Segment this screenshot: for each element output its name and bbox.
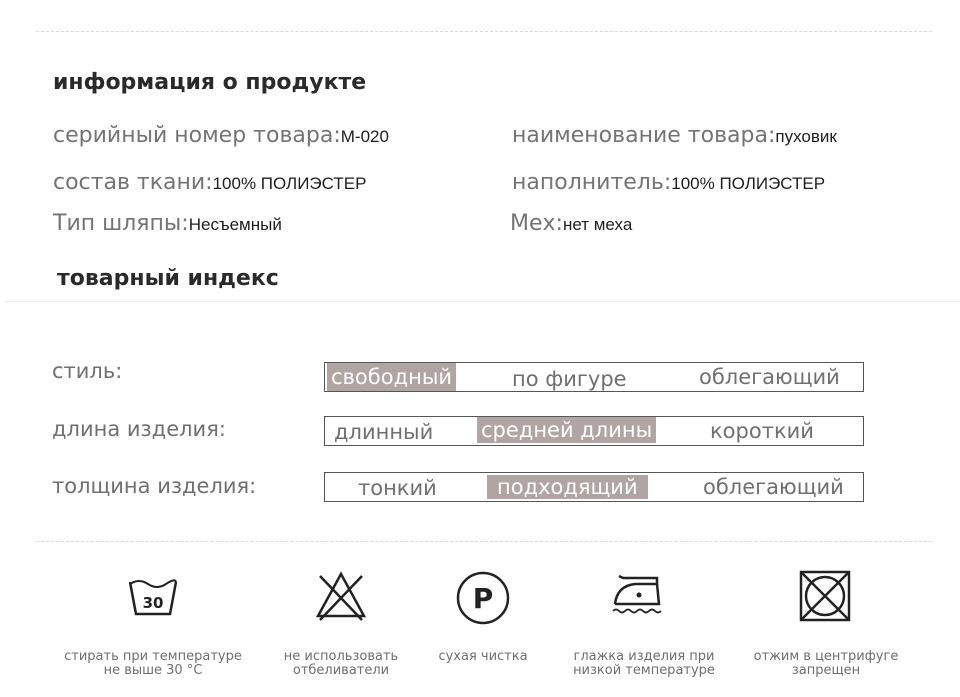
thickness-label: толщина изделия: <box>52 474 257 498</box>
fabric-label: состав ткани: <box>53 170 213 195</box>
care-text-bleach-line2: отбеливатели <box>292 663 390 678</box>
wash-30-icon <box>126 568 180 618</box>
care-text-iron-line2: низкой температуре <box>573 663 715 678</box>
style-scale <box>324 362 864 392</box>
hat-value: Несъемный <box>188 215 282 234</box>
length-scale <box>324 416 864 446</box>
style-option-fitted: по фигуре <box>512 367 627 391</box>
care-text-wash-line2: не выше 30 °C <box>103 663 203 678</box>
care-item-wash <box>63 568 243 618</box>
care-text-tumble-line1: отжим в центрифуге <box>753 649 899 664</box>
iron-low-icon <box>609 568 669 620</box>
dry-clean-letter: P <box>472 582 494 615</box>
info-row-fur <box>510 211 632 236</box>
care-divider <box>36 541 932 542</box>
care-item-iron <box>549 568 729 620</box>
product-name-value: пуховик <box>775 127 837 146</box>
length-label: длина изделия: <box>52 417 226 441</box>
style-option-loose: свободный <box>327 363 456 391</box>
care-text-iron <box>549 650 739 678</box>
wash-temp-text: 30 <box>142 594 164 612</box>
fur-value: нет меха <box>562 215 633 234</box>
care-text-wash-line1: стирать при температуре <box>64 649 242 664</box>
fabric-value: 100% ПОЛИЭСТЕР <box>212 174 367 193</box>
filler-label: наполнитель: <box>512 170 672 195</box>
fur-label: Мех: <box>510 211 563 236</box>
care-item-dryclean <box>393 568 573 626</box>
care-text-tumble-line2: запрещен <box>791 663 861 678</box>
thickness-option-thick: облегающий <box>703 475 844 499</box>
care-item-tumble <box>735 568 915 624</box>
care-text-tumble <box>731 650 921 678</box>
length-option-short: короткий <box>710 419 814 443</box>
thickness-scale <box>324 472 864 502</box>
no-bleach-icon <box>314 568 368 622</box>
care-text-iron-line1: глажка изделия при <box>573 649 715 664</box>
dry-clean-p-icon <box>454 568 512 626</box>
thickness-option-thin: тонкий <box>358 476 437 500</box>
top-divider <box>36 31 932 32</box>
care-text-bleach-line1: не использовать <box>283 649 399 664</box>
care-text-wash <box>58 650 248 678</box>
info-row-fabric <box>53 170 366 195</box>
length-option-long: длинный <box>334 420 434 444</box>
filler-value: 100% ПОЛИЭСТЕР <box>671 174 826 193</box>
info-row-hat <box>53 211 282 236</box>
product-name-label: наименование товара: <box>512 123 776 148</box>
length-option-medium: средней длины <box>477 417 656 443</box>
no-tumble-dry-icon <box>797 568 853 624</box>
index-divider <box>5 301 960 302</box>
hat-label: Тип шляпы: <box>53 211 189 236</box>
product-index-title: товарный индекс <box>57 266 279 291</box>
info-row-name <box>512 123 837 148</box>
style-label: стиль: <box>52 359 123 383</box>
product-info-title: информация о продукте <box>53 70 367 95</box>
style-option-slim: облегающий <box>699 365 840 389</box>
info-row-filler <box>512 170 825 195</box>
care-text-dryclean-line1: сухая чистка <box>438 649 528 664</box>
serial-label: серийный номер товара: <box>53 123 341 148</box>
info-row-serial <box>53 123 389 148</box>
serial-value: M-020 <box>340 127 389 146</box>
thickness-option-medium: подходящий <box>487 475 648 499</box>
